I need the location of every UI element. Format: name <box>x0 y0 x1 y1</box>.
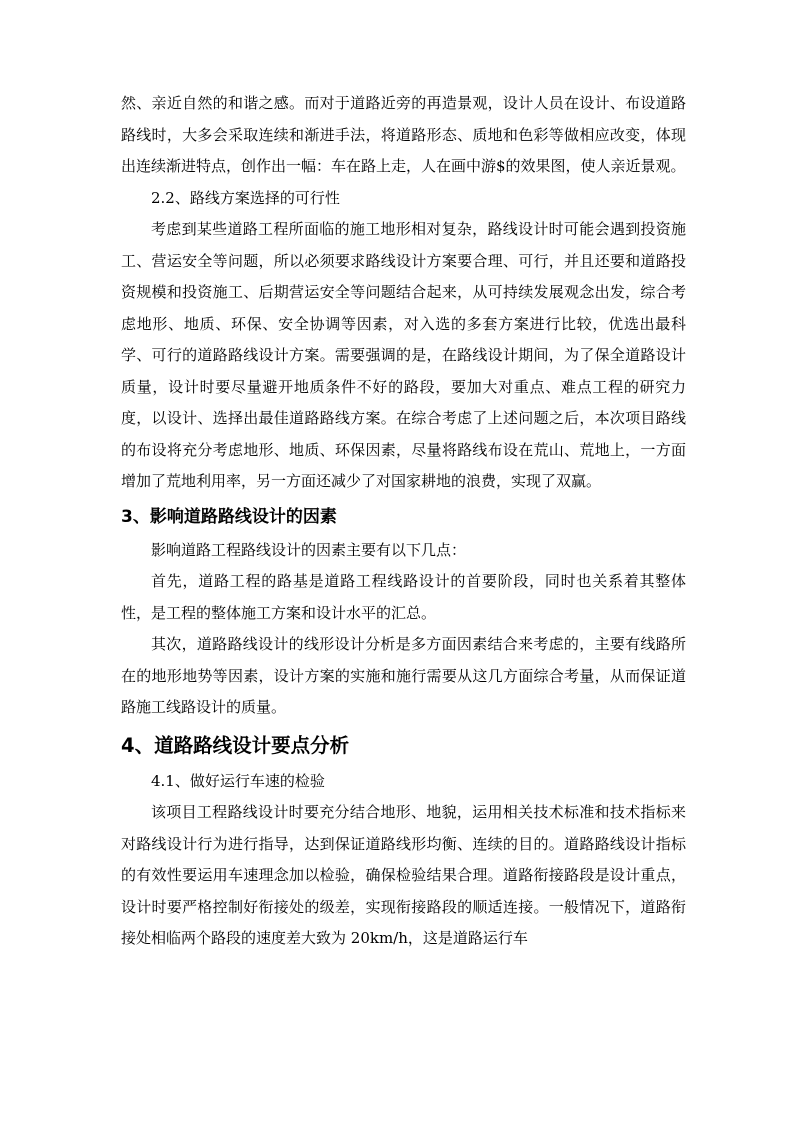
paragraph-2-2: 考虑到某些道路工程所面临的施工地形相对复杂，路线设计时可能会遇到投资施工、营运安全等问题，所以必须要求路线设计方案要合理、可行，并且还要和道路投资规模和投资施工、后期营运安全等问题结合起来，从可持续发展观念出发，综合考虑地形、地质、环保、安全协调等因素，对入选的多套方案进行比较，优选出最科学、可行的道路路线设计方案。需要强调的是，在路线设计期间，为了保全道路设计质量，设计时要尽量避开地质条件不好的路段，要加大对重点、难点工程的研究力度，以设计、选择出最佳道路路线方案。在综合考虑了上述问题之后，本次项目路线的布设将充分考虑地形、地质、环保因素，尽量将路线布设在荒山、荒地上，一方面增加了荒地利用率，另一方面还减少了对国家耕地的浪费，实现了双赢。 <box>121 220 686 490</box>
paragraph-4-1: 该项目工程路线设计时要充分结合地形、地貌，运用相关技术标准和技术指标来对路线设计行为进行指导，达到保证道路线形均衡、连续的目的。道路路线设计指标的有效性要运用车速理念加以检验，确保检验结果合理。道路衔接路段是设计重点，设计时要严格控制好衔接处的级差，实现衔接路段的顺适连接。一般情况下，道路衔接处相临两个路段的速度差大致为 20km/h，这是道路运行车 <box>121 803 686 947</box>
paragraph-intro-continued: 然、亲近自然的和谐之感。而对于道路近旁的再造景观，设计人员在设计、布设道路路线时，大多会采取连续和渐进手法，将道路形态、质地和色彩等做相应改变，体现出连续渐进特点，创作出一幅：车在路上走，人在画中游$的效果图，使人亲近景观。 <box>121 94 686 175</box>
section-4-heading: 4、道路路线设计要点分析 <box>121 733 350 757</box>
paragraph-3-first: 首先，道路工程的路基是道路工程线路设计的首要阶段，同时也关系着其整体性，是工程的整体施工方案和设计水平的汇总。 <box>121 572 686 622</box>
section-3-heading: 3、影响道路路线设计的因素 <box>121 506 337 527</box>
subsection-4-1-title: 4.1、做好运行车速的检验 <box>151 771 325 790</box>
document-page <box>121 88 686 955</box>
subsection-2-2-title: 2.2、路线方案选择的可行性 <box>151 188 340 207</box>
paragraph-3-second: 其次，道路路线设计的线形设计分析是多方面因素结合来考虑的，主要有线路所在的地形地势等因素，设计方案的实施和施行需要从这几方面综合考量，从而保证道路施工线路设计的质量。 <box>121 635 686 716</box>
paragraph-3-intro: 影响道路工程路线设计的因素主要有以下几点： <box>151 540 467 559</box>
